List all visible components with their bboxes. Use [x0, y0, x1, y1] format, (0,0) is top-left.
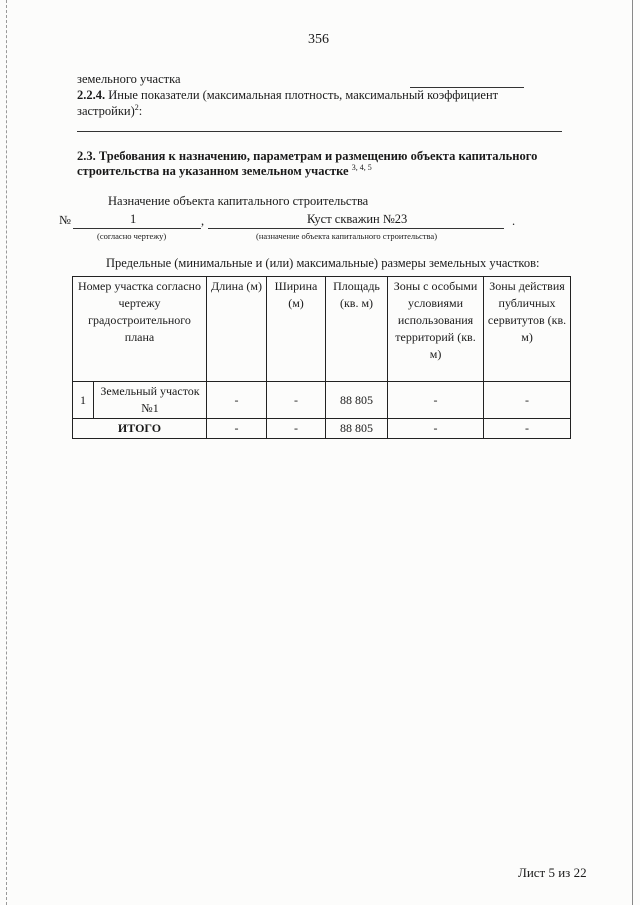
caption-name: (назначение объекта капитального строительства): [256, 231, 438, 241]
total-row: [73, 419, 571, 439]
table-row: [73, 382, 571, 419]
total-width: -: [267, 419, 326, 439]
total-label: ИТОГО: [73, 419, 207, 439]
object-name: Куст скважин №23: [307, 212, 408, 226]
sheet-counter: Лист 5 из 22: [518, 865, 587, 880]
object-number: 1: [130, 212, 137, 226]
page-number: 356: [308, 32, 329, 47]
total-area: 88 805: [326, 419, 388, 439]
header-area: Площадь (кв. м): [326, 277, 388, 382]
header-length: Длина (м): [207, 277, 267, 382]
row-servitude: -: [484, 382, 571, 419]
end-dot: .: [512, 214, 516, 228]
total-zones: -: [388, 419, 484, 439]
header-servitude-zones: Зоны действия публичных сервитутов (кв. м): [484, 277, 571, 382]
item-224-text: Иные показатели (максимальная плотность, максимальный коэффициент: [108, 88, 499, 102]
footnote-mark: 2: [134, 102, 139, 112]
limits-heading: Предельные (минимальные и (или) максимальные) размеры земельных участков:: [106, 256, 540, 270]
item-224-cont: [77, 104, 142, 119]
underline-number: [73, 228, 201, 229]
number-sign: №: [59, 213, 71, 227]
header-plot-number: Номер участка согласно чертежу градостроительного плана: [73, 277, 207, 382]
plot-text: земельного участка: [77, 72, 181, 86]
underline-name: [208, 228, 504, 229]
row-width: -: [267, 382, 326, 419]
total-servitude: -: [484, 419, 571, 439]
section-23-title-line2: строительства на указанном земельном участке: [77, 164, 349, 178]
row-plot-name: Земельный участок №1: [94, 382, 207, 419]
section-23-number: 2.3.: [77, 149, 96, 163]
section-23-title-line1: Требования к назначению, параметрам и размещению объекта капитального: [98, 149, 538, 163]
item-224-text2: застройки): [77, 104, 135, 118]
scan-edge-right: [632, 0, 633, 905]
scan-edge-left: [6, 0, 7, 905]
item-224-number: 2.2.4.: [77, 88, 106, 102]
row-area: 88 805: [326, 382, 388, 419]
comma: ,: [201, 214, 205, 228]
row-zones: -: [388, 382, 484, 419]
colon: :: [138, 104, 143, 118]
purpose-heading: Назначение объекта капитального строительства: [108, 194, 369, 208]
header-restricted-zones: Зоны с особыми условиями использования территорий (кв. м): [388, 277, 484, 382]
row-index: 1: [73, 382, 94, 419]
header-width: Ширина (м): [267, 277, 326, 382]
fill-line: [77, 131, 562, 132]
section-23-title: [77, 149, 537, 164]
total-length: -: [207, 419, 267, 439]
section-23-title-cont: [77, 164, 372, 179]
item-224: [77, 88, 498, 103]
footnote-marks: 3, 4, 5: [351, 162, 372, 172]
row-length: -: [207, 382, 267, 419]
caption-number: (согласно чертежу): [97, 231, 167, 241]
plot-dimensions-table: [72, 276, 571, 439]
